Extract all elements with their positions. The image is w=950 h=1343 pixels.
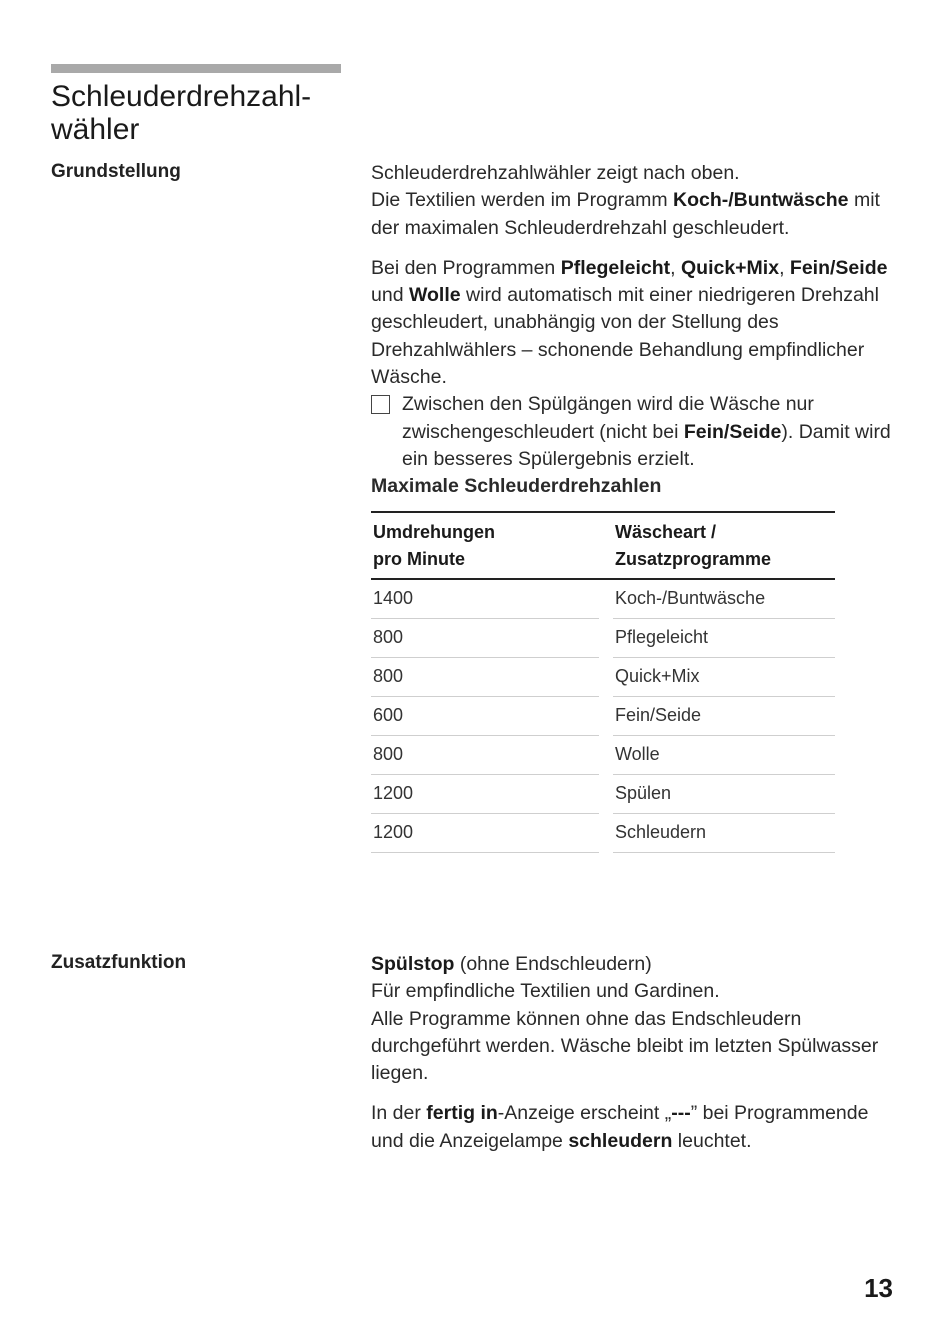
table-row xyxy=(371,735,835,774)
table-header-type: Wäscheart / Zusatzprogramme xyxy=(613,512,835,579)
paragraph-grundstellung-2: Bei den Programmen Pflegeleicht, Quick+Mix, Fein/Seide und Wolle wird automatisch mit einer niedrigeren Drehzahl geschleudert, unabhängig von der Stellung des Drehzahlwählers – schonende Behandlung empfindlicher Wäsche. xyxy=(371,256,888,389)
title-line-1: Schleuderdrehzahl- xyxy=(51,80,312,113)
rpm-cell: 600 xyxy=(371,696,599,735)
table-title: Maximale Schleuderdrehzahlen xyxy=(371,475,662,498)
type-cell: Wolle xyxy=(613,735,835,774)
table-header-row xyxy=(371,512,835,579)
section-grundstellung-content xyxy=(371,160,896,853)
rpm-cell: 1200 xyxy=(371,813,599,852)
type-cell: Koch-/Buntwäsche xyxy=(613,579,835,619)
section-label-grundstellung: Grundstellung xyxy=(51,161,181,182)
type-cell: Schleudern xyxy=(613,813,835,852)
paragraph-grundstellung-1: Schleuderdrehzahlwähler zeigt nach oben. Die Textilien werden im Programm Koch-/Buntwäsche mit der maximalen Schleuderdrehzahl geschleudert. xyxy=(371,162,880,239)
table-row xyxy=(371,579,835,619)
rpm-cell: 1400 xyxy=(371,579,599,619)
table-row xyxy=(371,774,835,813)
type-cell: Fein/Seide xyxy=(613,696,835,735)
type-cell: Pflegeleicht xyxy=(613,618,835,657)
note-paragraph: Zwischen den Spülgängen wird die Wäsche nur zwischengeschleudert (nicht bei Fein/Seide). Damit wird ein besseres Spülergebnis erzielt. xyxy=(371,391,896,473)
type-cell: Quick+Mix xyxy=(613,657,835,696)
rpm-cell: 800 xyxy=(371,618,599,657)
type-cell: Spülen xyxy=(613,774,835,813)
rpm-cell: 800 xyxy=(371,657,599,696)
table-row xyxy=(371,657,835,696)
rpm-cell: 1200 xyxy=(371,774,599,813)
table-row xyxy=(371,618,835,657)
rpm-cell: 800 xyxy=(371,735,599,774)
page-title xyxy=(51,80,351,146)
title-line-2: wähler xyxy=(51,113,140,146)
paragraph-anzeige: In der fertig in-Anzeige erscheint „---” bei Programmende und die Anzeigelampe schleudern leuchtet. xyxy=(371,1102,869,1152)
page-number: 13 xyxy=(864,1273,893,1303)
section-zusatzfunktion-content xyxy=(371,951,896,1155)
spin-speed-table xyxy=(371,511,835,853)
section-label-zusatzfunktion: Zusatzfunktion xyxy=(51,952,187,973)
note-checkbox-icon xyxy=(371,395,390,414)
paragraph-spuelstop: Spülstop (ohne Endschleudern) Für empfindliche Textilien und Gardinen. Alle Programme können ohne das Endschleudern durchgeführt werden. Wäsche bleibt im letzten Spülwasser liegen. xyxy=(371,953,879,1085)
table-row xyxy=(371,813,835,852)
table-header-rpm: Umdrehungen pro Minute xyxy=(371,512,599,579)
table-row xyxy=(371,696,835,735)
title-rule xyxy=(51,64,341,73)
